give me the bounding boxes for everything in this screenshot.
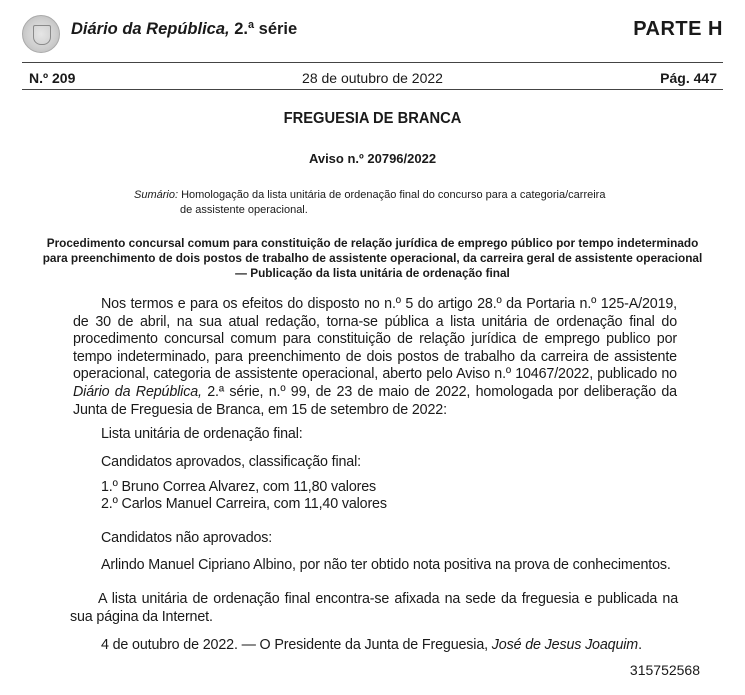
intro-paragraph	[73, 296, 677, 419]
not-approved-candidate: Arlindo Manuel Cipriano Albino, por não ter obtido nota positiva na prova de conhecimentos.	[101, 557, 671, 573]
header-rule-top	[22, 62, 723, 63]
reference-number: 315752568	[629, 662, 700, 678]
issue-number: N.º 209	[29, 70, 76, 86]
signature	[101, 637, 642, 653]
signature-end: .	[638, 637, 642, 653]
summary-text-1: Homologação da lista unitária de ordenação final do concurso para a categoria/carreira	[178, 189, 606, 201]
entity-title: FREGUESIA DE BRANCA	[283, 110, 462, 127]
summary	[134, 188, 634, 218]
coat-of-arms-icon	[22, 15, 60, 53]
header-rule-bottom	[22, 89, 723, 90]
list-heading: Lista unitária de ordenação final:	[101, 426, 303, 442]
not-approved-heading: Candidatos não aprovados:	[101, 530, 273, 546]
notice-number: Aviso n.º 20796/2022	[308, 151, 437, 166]
approved-candidate: 2.º Carlos Manuel Carreira, com 11,40 valores	[101, 496, 387, 512]
signature-text: 4 de outubro de 2022. — O Presidente da Junta de Freguesia,	[101, 637, 492, 653]
journal-name: Diário da República,	[71, 20, 230, 38]
part-label: PARTE H	[633, 18, 723, 40]
journal-series: 2.ª série	[229, 20, 298, 38]
summary-label: Sumário:	[134, 189, 179, 201]
intro-text-2: 2.ª série, n.º 99, de 23 de maio de 2022, homologada por deliberação da Junta de Freguesia de Branca, em 15 de setembro de 2022:	[73, 383, 677, 418]
intro-journal-ref: Diário da República,	[73, 383, 202, 400]
summary-text-2: de assistente operacional.	[180, 204, 308, 216]
page-number: Pág. 447	[660, 70, 717, 86]
journal-title	[71, 20, 297, 39]
approved-candidate: 1.º Bruno Correa Alvarez, com 11,80 valores	[101, 479, 377, 495]
issue-date: 28 de outubro de 2022	[302, 70, 443, 86]
approved-heading: Candidatos aprovados, classificação final:	[101, 454, 361, 470]
posting-note: A lista unitária de ordenação final encontra-se afixada na sede da freguesia e publicada na sua página da Internet.	[70, 591, 678, 625]
signatory-name: José de Jesus Joaquim	[491, 637, 639, 653]
intro-text-1: Nos termos e para os efeitos do disposto no n.º 5 do artigo 28.º da Portaria n.º 125-A/2019, de 30 de abril, na sua atual redação, torna-se pública a lista unitária de ordenação final do procedimento concursal comum para constituição de relação jurídica de emprego publico por tempo indeterminado, para preenchimento de dois postos de trabalho da carreira de assistente operacional, categoria de assistente operacional, aberto pelo Aviso n.º 10467/2022, publicado no	[73, 296, 677, 383]
procedure-title: Procedimento concursal comum para constituição de relação jurídica de emprego público por tempo indeterminado para preenchimento de dois postos de trabalho de assistente operacional, da carreira geral de assistente operacional — Publicação da lista unitária de ordenação final	[42, 236, 703, 280]
